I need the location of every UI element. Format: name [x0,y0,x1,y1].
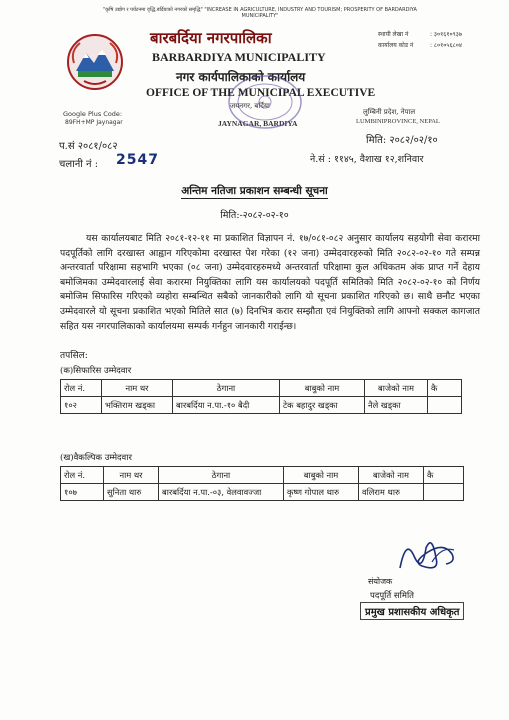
notice-paragraph: यस कार्यालयबाट मिति २०८१-१२-११ मा प्रकाशित विज्ञापन नं. १७/०८१-०८२ अनुसार कार्यालय सहयोगी सेवा करारमा पदपूर्तिको लागि दरखास्त आह्वान गरिएकोमा दरखास्त पेश गरेका (१२ जना) उम्मेदवारहरुको मिति २०८२-०२-१० गते सम्पन्न अन्तरवार्ता परिक्षामा सहभागि भएका (०८ जना) उम्मेदवारहरुमध्ये अन्तरवार्ता परिक्षामा कुल अधिकतम अंक प्राप्त गर्ने देहाय बमोजिमका उम्मेदवारलाई सेवा करारमा नियुक्तिका लागि यस कार्यालयको पदपूर्ति समितिको मिति २०८२-०२-१० को निर्णय बमोजिम सिफारिस गरिएको व्यहोरा सम्बन्धित सबैको जानकारीको लागि यो सूचना प्रकाशित गरिएको छ। साथै छनौट भएका उम्मेदवारले यो सूचना प्रकाशित भएको मितिले सात (७) दिनभित्र करार सम्झौता एवं नियुक्तिको लागि आफ्नो सक्कल कागजात सहित यस नगरपालिकाको कार्यालयमा सम्पर्क गर्नहुन जानकारी गराईन्छ। [60,233,480,332]
recommended-table [60,379,462,414]
municipality-motto: "कृषि उद्योग र पर्यटनमा वृद्धि,बर्दियाको नगरको समृद्धि" "INCREASE IN AGRICULTURE, INDUSTRY AND TOURISM; PROSPERITY OF BARDARDIYA MUNICIPALITY" [103,7,417,19]
municipality-name-english: BARBARDIYA MUNICIPALITY [152,50,326,64]
office-code-label: कार्यालय कोड नं [378,42,414,49]
plus-code-label: Google Plus Code: [63,110,123,118]
alternate-heading: (ख)वैकल्पिक उम्मेदवार [60,453,132,463]
col-address: ठेगाना [173,380,280,397]
col-address: ठेगाना [159,467,284,484]
table-header-row [61,380,462,397]
table-row [61,397,462,414]
cell-father: कृष्ण गोपाल थारु [284,484,359,501]
province-nepali: लुम्बिनी प्रदेश, नेपाल [363,108,416,116]
office-code: : ८०१०५६८०४ [430,42,463,49]
reference-number: प.सं २०८१/०८२ [59,141,118,152]
col-father: बाबुको नाम [284,467,359,484]
signatory-title-stamp: प्रमुख प्रशासकीय अधिकृत [360,602,464,620]
municipality-emblem-icon [66,33,124,91]
cell-roll: १०२ [61,397,102,414]
col-grandfather: बाजेको नाम [359,467,424,484]
col-name: नाम थर [102,380,173,397]
col-remarks: कै [424,467,464,484]
col-remarks: कै [428,380,462,397]
cell-remarks [428,397,462,414]
signatory-role: संयोजक [368,577,393,586]
account-number-label: स्थायी लेखा नं [378,31,409,38]
office-name-nepali: नगर कार्यपालिकाको कार्यालय [176,70,306,84]
recommended-heading: (क)सिफारिस उम्मेदवार [60,366,132,376]
details-label: तपसिल: [60,351,88,361]
signature-icon [392,528,462,576]
committee-name: पदपूर्ति समिति [370,591,414,601]
col-roll: रोल नं. [61,380,102,397]
office-name-english: OFFICE OF THE MUNICIPAL EXECUTIVE [146,87,376,99]
col-grandfather: बाजेको नाम [365,380,428,397]
cell-roll: १०७ [61,484,104,501]
notice-date: मिति:-२०८२-०२-१० [220,210,289,221]
cell-name: भक्तिराम खड्का [102,397,173,414]
alternate-table [60,466,464,501]
municipality-name-nepali: बारबर्दिया नगरपालिका [150,29,272,47]
cell-remarks [424,484,464,501]
office-stamp-icon [225,72,305,132]
chalani-label: चलानी नं : [59,159,99,170]
table-row [61,484,464,501]
notice-title: अन्तिम नतिजा प्रकाशन सम्बन्धी सूचना [181,185,328,197]
letter-date: मिति: २०८२/०२/१० [366,135,438,146]
cell-grandfather: वलिराम थारु [359,484,424,501]
chalani-number-handwritten: 2547 [116,152,159,168]
cell-address: बारबर्दिया न.पा.-१० बैदी [173,397,280,414]
nepal-sambat-date: ने.सं : ११४५, वैशाख १२,शनिवार [310,154,424,165]
account-number: : ३०१६१०९३७ [430,31,463,38]
cell-grandfather: नैले खड्का [365,397,428,414]
cell-address: बारबर्दिया न.पा.-०३, वेलवावज्जा [159,484,284,501]
table-header-row [61,467,464,484]
cell-father: टेक बहादुर खड्का [280,397,365,414]
cell-name: सुनिता थारु [104,484,159,501]
col-father: बाबुको नाम [280,380,365,397]
notice-body [60,232,480,334]
province-english: LUMBINIPROVINCE, NEPAL [356,118,440,125]
plus-code-value: 89FH+MP Jaynagar [65,119,123,126]
address-english: JAYNAGAR, BARDIYA [218,119,298,128]
col-name: नाम थर [104,467,159,484]
address-nepali: जयनगर, बर्दिया [230,102,270,110]
col-roll: रोल नं. [61,467,104,484]
